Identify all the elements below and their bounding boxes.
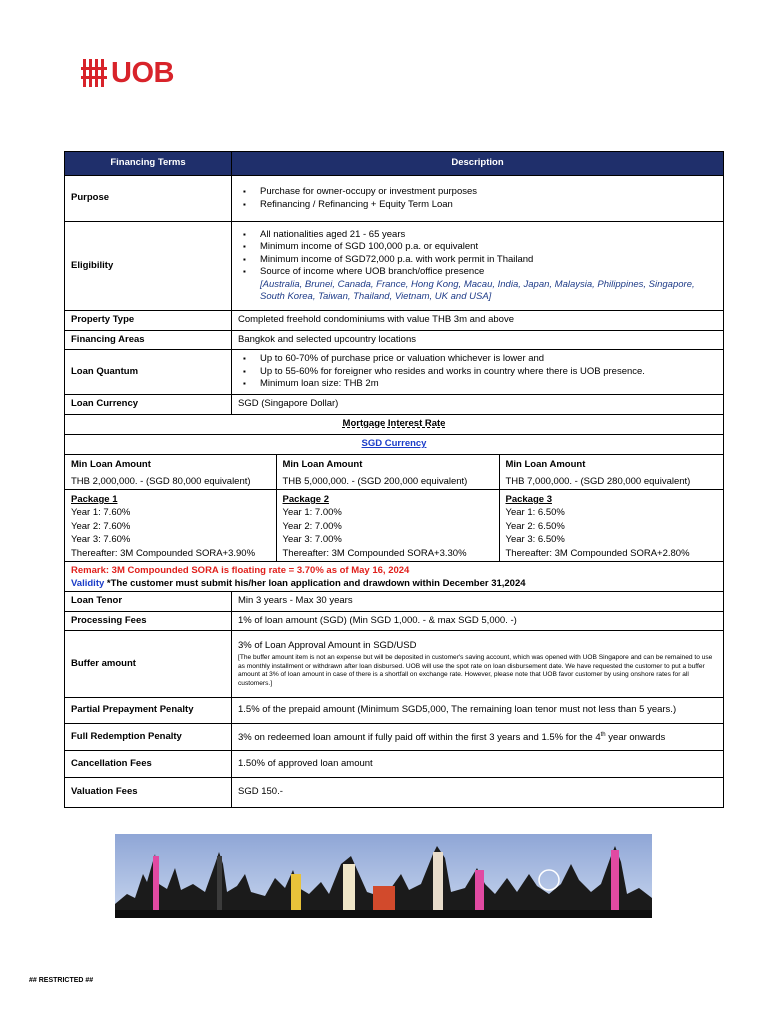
eligibility-item: ▪ Minimum income of SGD 100,000 p.a. or equivalent <box>238 241 717 254</box>
row-loan-quantum <box>65 350 724 395</box>
property-type-value: Completed freehold condominiums with value THB 3m and above <box>232 311 724 331</box>
partial-prepayment-label: Partial Prepayment Penalty <box>65 698 232 724</box>
package-year: Year 3: 6.50% <box>505 534 565 546</box>
row-currency <box>65 435 724 455</box>
financing-terms-table <box>64 151 724 808</box>
city-skyline-image <box>115 834 652 918</box>
package-thereafter: Thereafter: 3M Compounded SORA+2.80% <box>505 547 690 559</box>
eligibility-label: Eligibility <box>65 222 232 311</box>
package-year: Year 3: 7.00% <box>282 534 342 546</box>
min-loan-value: THB 2,000,000. - (SGD 80,000 equivalent) <box>71 475 251 487</box>
loan-currency-label: Loan Currency <box>65 395 232 415</box>
eligibility-countries: [Australia, Brunei, Canada, France, Hong Kong, Macau, India, Japan, Malaysia, Philippines, Singapore, South Korea, Taiwan, Thailand, Vietnam, UK and USA] <box>260 278 695 302</box>
package-year: Year 2: 7.60% <box>71 520 131 532</box>
package-year: Year 1: 7.00% <box>282 507 342 519</box>
package-year: Year 1: 7.60% <box>71 507 131 519</box>
processing-fees-value: 1% of loan amount (SGD) (Min SGD 1,000. - & max SGD 5,000. -) <box>232 612 724 631</box>
min-loan-label: Min Loan Amount <box>505 459 586 470</box>
full-redemption-value-end: year onwards <box>605 732 666 744</box>
eligibility-item: ▪ Minimum income of SGD72,000 p.a. with work permit in Thailand <box>238 254 717 267</box>
row-loan-currency <box>65 395 724 415</box>
min-loan-label: Min Loan Amount <box>71 459 151 470</box>
full-redemption-sup: th <box>600 732 606 739</box>
header-description: Description <box>232 152 724 176</box>
uob-logo-mark-icon <box>81 58 107 88</box>
buffer-amount-label: Buffer amount <box>65 631 232 698</box>
row-remark <box>65 562 724 592</box>
financing-areas-label: Financing Areas <box>65 331 232 350</box>
loan-tenor-value: Min 3 years - Max 30 years <box>232 592 724 612</box>
eligibility-item: ▪ Source of income where UOB branch/office presence <box>238 266 717 279</box>
row-buffer-amount <box>65 631 724 698</box>
loan-quantum-label: Loan Quantum <box>65 350 232 395</box>
validity-text: *The customer must submit his/her loan application and drawdown within December 31,2024 <box>106 577 526 589</box>
row-cancellation <box>65 751 724 778</box>
valuation-value: SGD 150.- <box>232 778 724 808</box>
row-financing-areas <box>65 331 724 350</box>
full-redemption-label: Full Redemption Penalty <box>65 724 232 751</box>
row-loan-tenor <box>65 592 724 612</box>
min-loan-value: THB 7,000,000. - (SGD 280,000 equivalent) <box>505 475 691 487</box>
min-loan-value: THB 5,000,000. - (SGD 200,000 equivalent) <box>282 475 468 487</box>
row-purpose <box>65 176 724 222</box>
row-processing-fees <box>65 612 724 631</box>
package-name: Package 3 <box>505 494 552 505</box>
package-year: Year 2: 6.50% <box>505 520 565 532</box>
eligibility-item: ▪ All nationalities aged 21 - 65 years <box>238 229 717 242</box>
row-partial-prepayment <box>65 698 724 724</box>
row-packages <box>65 455 724 562</box>
purpose-item: ▪ Refinancing / Refinancing + Equity Term Loan <box>238 199 717 212</box>
purpose-label: Purpose <box>65 176 232 222</box>
min-loan-label: Min Loan Amount <box>282 459 363 470</box>
mortgage-interest-rate-title: Mortgage Interest Rate <box>342 418 446 430</box>
package-year: Year 3: 7.60% <box>71 534 131 546</box>
row-valuation <box>65 778 724 808</box>
row-eligibility <box>65 222 724 311</box>
package-year: Year 2: 7.00% <box>282 520 342 532</box>
header-financing-terms: Financing Terms <box>65 152 232 176</box>
row-mortgage-title <box>65 415 724 435</box>
partial-prepayment-value: 1.5% of the prepaid amount (Minimum SGD5,000, The remaining loan tenor must not less than 5 years.) <box>232 698 724 724</box>
buffer-amount-note: [The buffer amount item is not an expense but will be deposited in customer's saving account, which was opened with UOB Singapore and can be remained to use as monthly installment or withdrawn after loan disbursed. UOB will use the spot rate on loan disbursement date. We have requested the customer to put a buffer amount at 3% of loan amount in case of there is a shortfall on exchange rate. However, please note that UOB favor customer by using onshore rates for all customers.] <box>238 654 713 687</box>
uob-logo <box>81 57 174 89</box>
valuation-label: Valuation Fees <box>65 778 232 808</box>
package-name: Package 1 <box>71 494 118 505</box>
buffer-amount-value: 3% of Loan Approval Amount in SGD/USD <box>238 639 417 651</box>
loan-quantum-item: ▪ Up to 55-60% for foreigner who resides and works in country where there is UOB presence. <box>238 366 717 379</box>
package-thereafter: Thereafter: 3M Compounded SORA+3.90% <box>71 547 256 559</box>
loan-quantum-item: ▪ Up to 60-70% of purchase price or valuation whichever is lower and <box>238 353 717 366</box>
row-full-redemption <box>65 724 724 751</box>
loan-quantum-item: ▪ Minimum loan size: THB 2m <box>238 378 717 391</box>
package-name: Package 2 <box>282 494 329 505</box>
validity-label: Validity <box>71 577 105 589</box>
logo-text: UOB <box>111 57 174 89</box>
row-property-type <box>65 311 724 331</box>
sora-remark: Remark: 3M Compounded SORA is floating rate = 3.70% as of May 16, 2024 <box>71 564 410 576</box>
full-redemption-value: 3% on redeemed loan amount if fully paid off within the first 3 years and 1.5% for the 4 <box>238 732 601 744</box>
cancellation-value: 1.50% of approved loan amount <box>232 751 724 778</box>
processing-fees-label: Processing Fees <box>65 612 232 631</box>
package-year: Year 1: 6.50% <box>505 507 565 519</box>
purpose-item: ▪ Purchase for owner-occupy or investment purposes <box>238 186 717 199</box>
table-header <box>65 152 724 176</box>
loan-tenor-label: Loan Tenor <box>65 592 232 612</box>
packages-table <box>65 455 724 561</box>
cancellation-label: Cancellation Fees <box>65 751 232 778</box>
loan-currency-value: SGD (Singapore Dollar) <box>232 395 724 415</box>
classification-label: ## RESTRICTED ## <box>29 977 94 984</box>
sgd-currency-link[interactable]: SGD Currency <box>361 438 427 450</box>
financing-areas-value: Bangkok and selected upcountry locations <box>232 331 724 350</box>
package-thereafter: Thereafter: 3M Compounded SORA+3.30% <box>282 547 467 559</box>
property-type-label: Property Type <box>65 311 232 331</box>
